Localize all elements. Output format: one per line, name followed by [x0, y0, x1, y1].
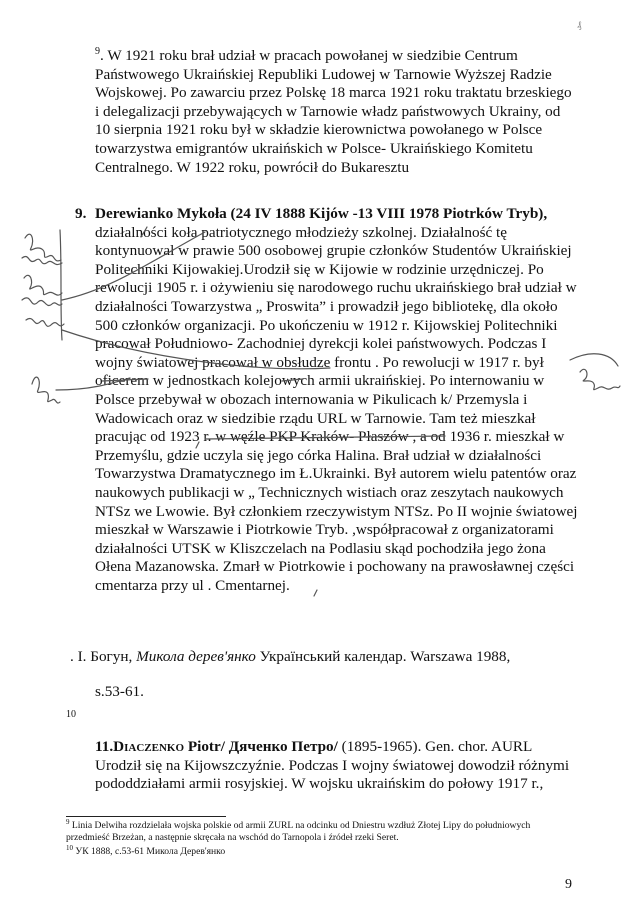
entry-11-surname: Diaczenko: [113, 738, 185, 755]
entry-11: [95, 738, 578, 794]
source-citation: [70, 648, 570, 667]
footnote-ref-9: 9: [95, 45, 100, 57]
entry-9-heading: Derewianko Mykoła (24 IV 1888 Kijów -13 VIII 1978 Piotrków Tryb),: [95, 205, 548, 222]
entry-9: [75, 205, 578, 595]
footnote-10: [66, 843, 566, 858]
footnote-9-text: Linia Delwiha rozdzielała wojska polskie od armii ZURL na odcinku od Dniestru wzdłuż Złotej Lipy do południowych przedmieść Brzeżan, a następnie skręcała na wschód do Tarnopola i źródeł rzeki Seret.: [66, 820, 531, 843]
paragraph-fn9-text: . W 1921 roku brał udział w pracach powołanej w siedzibie Centrum Państwowego Ukraińskiej Republiki Ludowej w Tarnowie Wyższej Radzie Wojskowej. Po zawarciu przez Polskę 18 marca 1921 roku traktatu brzeskiego i delegalizacji przebywających w Tarnowie władz państwowych Ukrainy, od 10 sierpnia 1921 roku był w składzie kierownictwa powołanego w Polsce towarzystwa emigrantów ukraińskich w Polsce- Ukraińskiego Komitetu Centralnego. W 1922 roku, powrócił do Bukaresztu: [95, 47, 572, 176]
paragraph-fn9: [95, 47, 578, 177]
footnote-10-text: УК 1888, с.53-61 Микола Дерев'янко: [73, 846, 226, 857]
source-title: Микола дерев'янко: [136, 648, 256, 665]
source-rest: Український календар. Warszawa 1988,: [255, 648, 511, 665]
footnote-10-number: 10: [66, 843, 73, 852]
source-lead: . І. Богун,: [70, 648, 137, 665]
corner-mark: ₰: [577, 20, 582, 30]
margin-footnote-ref: 10: [66, 709, 76, 720]
page-number: 9: [565, 877, 572, 892]
entry-9-number: 9.: [75, 205, 87, 222]
entry-11-name: Piotr/ Дяченко Петро/: [184, 738, 338, 755]
footnote-9: [66, 817, 566, 844]
footnote-9-number: 9: [66, 817, 70, 826]
entry-11-number: 11.: [95, 738, 114, 755]
footnote-rule: [66, 816, 226, 817]
entry-11-body: (1895-1965). Gen. chor. AURL Urodził się na Kijowszczyźnie. Podczas I wojny światowej dowodził różnymi pododdziałami armii rosyjskiej. W wojsku ukraińskim do połowy 1917 r.,: [95, 738, 570, 793]
entry-9-body: działalności koła patriotycznego młodzieży szkolnej. Działalność tę kontynuował w prawie 500 osobowej grupie członków Studentów Ukraińskiej Politechniki Kijowakiej.Urodził się w Kijowie w rodzinie urzędniczej. Po rewolucji 1905 r. i ożywieniu się narodowego ruchu ukraińskiego brał udział w działalności Towarzystwa „ Proswita” i prowadził jego bibliotekę, dla około 500 członków organizacji. Po ukończeniu w 1912 r. Kijowskiej Politechniki pracował Południowo- Zachodniej dyrekcji kolei państwowych. Podczas I wojny światowej pracował w obsłudze frontu . Po rewolucji w 1917 r. był oficerem w jednostkach kolejowych armii ukraińskiej. Po internowaniu w Polsce przebywał w obozach internowania w Pikulicach k/ Przemysla i Wadowicach oraz w siedzibie rządu URL w Tarnowie. Tam też mieszkał pracując od 1923 r. w węźle PKP Kraków- Płaszów , a od 1936 r. mieszkał w Przemyślu, gdzie uczyla się jego córka Halina. Brał udział w działalności Towarzystwa Dramatycznego im Ł.Ukrainki. Był autorem wielu patentów oraz naukowych publikacji w „ Technicznych wistiach oraz zeszytach naukowych NTSz we Lwowie. Był członkiem rzeczywistym NTSz. Po II wojnie światowej mieszkał w Warszawie i Piotrkowie Tryb. ,współpracował z organizatorami działalności UTSK w Kliszczelach na Podlasiu skąd pochodziła jego żona Ołena Mazanowska. Zmarł w Piotrkowie i pochowany na prawosławnej części cmentarza przy ul . Cmentarnej.: [95, 223, 578, 594]
source-pages: s.53-61.: [95, 683, 144, 700]
